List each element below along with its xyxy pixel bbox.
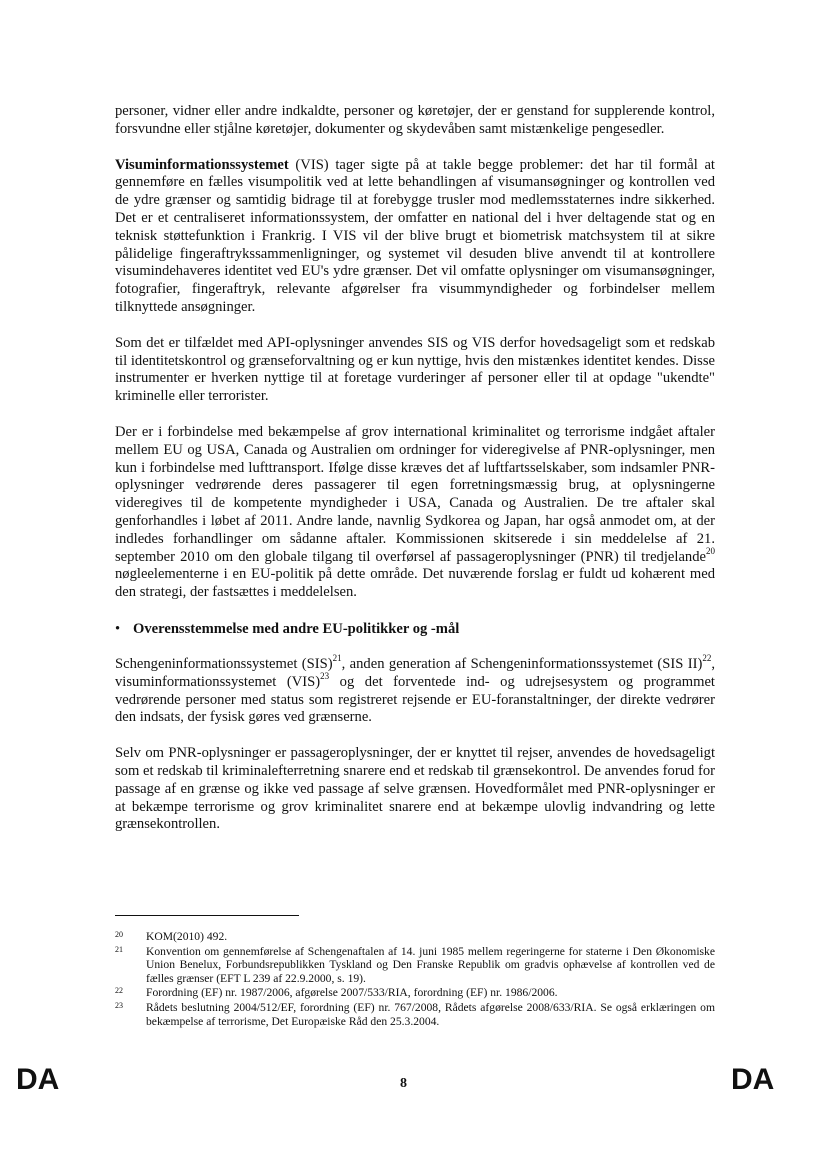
paragraph-text: , visuminformationssystemet (VIS) bbox=[115, 655, 715, 690]
paragraph-sis-continuation bbox=[115, 103, 715, 139]
footnote-item bbox=[115, 930, 715, 944]
footnote-number: 20 bbox=[115, 930, 123, 939]
footnote-item bbox=[115, 1001, 715, 1028]
bullet-icon: • bbox=[115, 620, 121, 637]
footnote-text: KOM(2010) 492. bbox=[146, 930, 228, 943]
paragraph-text: nøgleelementerne i en EU-politik på dette område. Det nuværende forslag er fuldt ud kohærent med den strategi, der fastsættes i meddelelsen. bbox=[115, 566, 715, 601]
paragraph-text: Selv om PNR-oplysninger er passageroplysninger, der er knyttet til rejser, anvendes de hovedsageligt som et redskab til kriminalefterretning snarere end et redskab til grænsekontrol. De anvendes forud for passage af en grænse og ikke ved passage af selve grænsen. Hovedformålet med PNR-oplysninger er at bekæmpe terrorisme og grov kriminalitet snarere end at bekæmpe ulovlig indvandring og lette grænsekontrollen. bbox=[115, 745, 715, 833]
language-code-left: DA bbox=[16, 1063, 60, 1096]
footnote-item bbox=[115, 945, 715, 986]
paragraph-vis bbox=[115, 157, 715, 317]
footnote-ref-20[interactable]: 20 bbox=[706, 545, 715, 556]
footnote-text: Forordning (EF) nr. 1987/2006, afgørelse 2007/533/RIA, forordning (EF) nr. 1986/2006. bbox=[146, 986, 558, 1000]
paragraph-text: Schengeninformationssystemet (SIS) bbox=[115, 655, 333, 672]
footnote-item bbox=[115, 986, 715, 1000]
paragraph-text: Der er i forbindelse med bekæmpelse af grov international kriminalitet og terrorisme indgået aftaler mellem EU og USA, Canada og Australien om ordninger for videregivelse af PNR-oplysninger, men kun i forbindelse med lufttransport. Ifølge disse kræves det af luftfartsselskaber, som indsamler PNR-oplysninger vedrørende deres passagerer til egen forretningsmæssig brug, at oplysningerne videregives til de kompetente myndigheder i USA, Canada og Australien. De tre aftaler skal genforhandles i løbet af 2011. Andre lande, navnlig Sydkorea og Japan, har også anmodet om, at der indledes forhandlinger om sådanne aftaler. Kommissionen skitserede i sin meddelelse af 21. september 2010 om den globale tilgang til overførsel af passageroplysninger (PNR) til tredjelande bbox=[115, 423, 715, 565]
paragraph-text: og det forventede ind- og udrejsesystem og programmet vedrørende personer med status som registreret rejsende er EU-foranstaltninger, der direkte vedrører den indsats, der fysisk gøres ved grænserne. bbox=[115, 673, 715, 726]
footnote-text: Rådets beslutning 2004/512/EF, forordning (EF) nr. 767/2008, Rådets afgørelse 2008/633/RIA. Se også erklæringen om bekæmpelse af terrorisme, Det Europæiske Råd den 25.3.2004. bbox=[146, 1000, 715, 1028]
footnote-divider bbox=[115, 915, 299, 916]
paragraph-text: (VIS) tager sigte på at takle begge problemer: det har til formål at gennemføre en fælles visumpolitik ved at lette behandlingen af visumansøgninger og kontrollen ved de ydre grænser og samtidig bidrage til at forebygge trusler mod medlemsstaternes indre sikkerhed. Det er et centraliseret informationssystem, der omfatter en national del i hver deltagende stat og en teknisk støttefunktion i Frankrig. I VIS vil der blive brugt et biometrisk matchsystem til at sikre pålidelige fingeraftrykssammenligninger, og systemet vil desuden blive anvendt til at kontrollere visumindehaveres identitet ved EU's ydre grænser. Det vil omfatte oplysninger om visumansøgninger, fotografier, fingeraftryk, relevante afgørelser fra visummyndigheder og forbindelser mellem tilknyttede ansøgninger. bbox=[115, 156, 715, 315]
paragraph-text: Som det er tilfældet med API-oplysninger anvendes SIS og VIS derfor hovedsageligt som et redskab til identitetskontrol og grænseforvaltning og er kun nyttige, hvis den mistænkes identitet kendes. Disse instrumenter er hverken nyttige til at foretage vurderinger af personer eller til at opdage "ukendte" kriminelle eller terrorister. bbox=[115, 334, 715, 405]
footnote-number: 21 bbox=[115, 944, 123, 954]
footnote-number: 23 bbox=[115, 1000, 123, 1010]
paragraph-schengen bbox=[115, 653, 715, 727]
page-number: 8 bbox=[400, 1076, 407, 1091]
paragraph-pnr-purpose bbox=[115, 745, 715, 834]
footnote-ref-21[interactable]: 21 bbox=[332, 653, 342, 664]
language-code-right: DA bbox=[731, 1063, 775, 1096]
bold-term: Visuminformationssystemet bbox=[115, 156, 289, 173]
footnote-ref-22[interactable]: 22 bbox=[702, 653, 712, 664]
page-body bbox=[115, 103, 715, 852]
heading-text: Overensstemmelse med andre EU-politikker og -mål bbox=[133, 620, 460, 637]
footnote-text: Konvention om gennemførelse af Schengenaftalen af 14. juni 1985 mellem regeringerne for staterne i Den Økonomiske Union Benelux, Forbundsrepublikken Tyskland og Den Franske Republik om gradvis ophævelse af kontrollen ved de fælles grænser (EFT L 239 af 22.9.2000, s. 19). bbox=[146, 944, 715, 985]
section-heading bbox=[115, 620, 715, 638]
footnotes bbox=[115, 930, 715, 1029]
footnote-number: 22 bbox=[115, 986, 123, 996]
paragraph-text: personer, vidner eller andre indkaldte, personer og køretøjer, der er genstand for supplerende kontrol, forsvundne eller stjålne køretøjer, dokumenter og skydevåben samt mistænkelige pengesedler. bbox=[115, 103, 715, 137]
paragraph-pnr-agreements bbox=[115, 424, 715, 602]
paragraph-text: , anden generation af Schengeninformationssystemet (SIS II) bbox=[341, 655, 703, 672]
paragraph-api-sis-vis bbox=[115, 335, 715, 406]
footnote-ref-23[interactable]: 23 bbox=[320, 670, 330, 681]
